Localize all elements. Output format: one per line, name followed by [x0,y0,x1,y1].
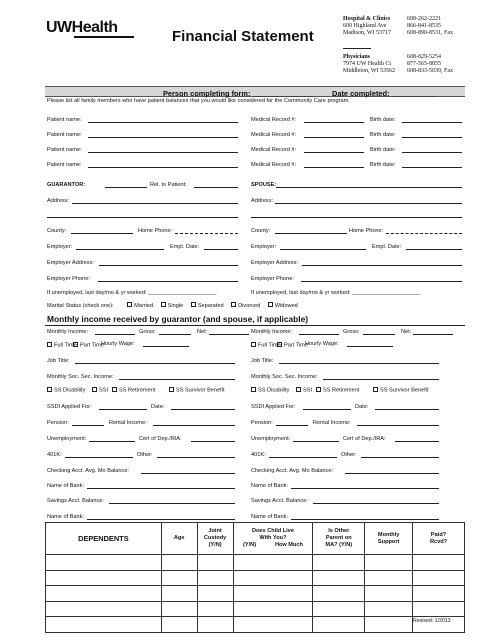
checkbox-icon[interactable] [112,387,117,392]
dependent-row [46,586,465,602]
left-income-field[interactable] [99,404,147,410]
hospital-phone2: 866-841-8535 [407,23,441,29]
guarantor-label: GUARANTOR: [47,182,86,188]
hospital-phone1: 608-262-2221 [407,16,441,22]
left-full-time-option[interactable]: Full Time [47,342,77,349]
right-ss-retirement-option[interactable]: SS Retirement [316,387,359,394]
dependent-cell[interactable] [161,586,197,602]
guarantor-employer-address-label: Employer Address: [47,260,94,266]
joint-custody-line1: Joint [208,528,222,535]
birth-date-label: Birth date: [370,162,396,168]
right-income-field[interactable] [269,452,337,458]
checkbox-icon[interactable] [169,387,174,392]
checkbox-icon[interactable] [296,387,301,392]
left-income-field[interactable] [209,329,249,335]
checkbox-icon[interactable] [277,342,282,347]
left-income-field[interactable] [65,452,133,458]
address-divider [343,48,371,49]
guarantor-empl-date-label: Empl. Date: [170,244,200,250]
physicians-name: Physicians [343,54,371,60]
birth-date-field[interactable] [402,147,462,153]
guarantor-address-label: Address: [47,198,70,204]
spouse-county-field[interactable] [275,228,347,234]
checkbox-icon[interactable] [191,302,196,307]
left-ssdi-label: SSDI Applied For: [47,404,92,410]
paid-rcvd-header [413,523,465,555]
checkbox-icon[interactable] [47,342,52,347]
child-live-line3 [234,542,313,549]
child-live-how-much: How Much [274,541,303,548]
physicians-phone1: 608-829-5254 [407,54,441,60]
child-live-line2: With You? [259,535,287,541]
right-ss-survivor-option[interactable]: SS Survivor Benefit [373,387,429,394]
dependent-cell[interactable] [46,601,162,617]
right-ssdi-date-label: Date: [355,404,369,410]
right-hourly-wage-label: Hourly Wage: [305,341,339,347]
guarantor-employer-field[interactable] [76,244,164,250]
dependent-cell[interactable] [161,555,197,571]
income-section-title: Monthly income received by guarantor (and spouse, if applicable) [47,314,309,324]
left-rental-income-label: Rental Income: [109,420,147,426]
patient-name-label: Patient name: [47,132,82,138]
dependent-cell[interactable] [233,601,313,617]
left-income-field[interactable] [119,374,235,380]
spouse-county-label: County: [251,228,271,234]
left-bank-name-label: Name of Bank: [47,514,84,520]
guarantor-address-field[interactable] [72,198,238,204]
dependent-cell[interactable] [313,617,365,633]
dependent-row [46,570,465,586]
instruction-text: Please list all family members who have patient balances that you would like considered for the Community Care program. [47,98,350,104]
left-unemployment-label: Unemployment: [47,436,87,442]
spouse-address-line2[interactable] [251,212,462,218]
right-income-field[interactable] [357,420,439,426]
guarantor-empl-date-field[interactable] [204,244,238,250]
patient-name-field[interactable] [88,162,238,168]
right-income-field[interactable] [303,404,351,410]
spouse-address-label: Address: [251,198,274,204]
left-income-field[interactable] [95,329,135,335]
right-ssi-option[interactable]: SSI [296,387,312,394]
patient-name-label: Patient name: [47,117,82,123]
spouse-address-field[interactable] [275,198,462,204]
dependent-cell[interactable] [46,555,162,571]
left-checking-balance-label: Checking Acct. Avg. Mo Balance: [47,468,129,474]
child-live-yn: (Y/N) [243,541,257,548]
right-income-field[interactable] [291,514,439,520]
other-parent-line3: MA? (Y/N) [325,541,353,548]
left-ss-survivor-option[interactable]: SS Survivor Benefit [169,387,225,394]
guarantor-county-field[interactable] [71,228,133,234]
left-income-field[interactable] [75,358,235,364]
checkbox-icon[interactable] [73,342,78,347]
spouse-home-phone-label: Home Phone: [349,228,384,234]
patient-name-label: Patient name: [47,147,82,153]
right-income-field[interactable] [291,483,439,489]
dependent-cell[interactable] [313,570,365,586]
left-pension-label: Pension: [47,420,69,426]
spouse-home-phone-field[interactable] [386,228,462,234]
physicians-phones [407,54,453,75]
guarantor-address-line2[interactable] [47,212,238,218]
left-income-field[interactable] [141,468,235,474]
marital-option-divorced[interactable]: Divorced [231,303,260,309]
checkbox-icon[interactable] [231,302,236,307]
left-ss-disability-option[interactable]: SS Disability [47,387,85,394]
dependent-cell[interactable] [46,617,162,633]
hospital-line1: 600 Highland Ave [343,23,387,29]
marital-option-single[interactable]: Single [161,303,184,309]
right-soc-sec-income-label: Monthly Soc. Sec. Income: [251,374,318,380]
guarantor-employer-address-field[interactable] [99,260,238,266]
right-savings-balance-label: Savings Acct. Balance: [251,498,308,504]
dependents-header [46,523,162,555]
left-ssdi-date-label: Date: [151,404,165,410]
dependent-cell[interactable] [365,601,413,617]
marital-status [47,302,298,309]
right-income-field[interactable] [363,329,395,335]
child-live-line1: Does Child Live [251,528,294,535]
dependent-cell[interactable] [313,586,365,602]
hospital-phones [407,16,453,37]
left-ssi-option[interactable]: SSI [92,387,108,394]
physicians-phone3: 608-833-5039, Fax [407,68,453,74]
dependent-row [46,555,465,571]
right-net-label: Net: [401,329,412,335]
left-gross-label: Gross: [139,329,156,335]
revised-date: Revised: 1/2013 [413,618,451,624]
marital-option-married[interactable]: Married [127,303,153,309]
uwhealth-logo [46,19,136,39]
other-parent-header [313,523,365,555]
checkbox-icon[interactable] [127,302,132,307]
checkbox-icon[interactable] [316,387,321,392]
hospital-line2: Madison, WI 53717 [343,30,392,36]
right-rental-income-label: Rental Income: [313,420,351,426]
other-parent-line2: Parent on [325,535,352,541]
physicians-line2: Middleton, WI 53562 [343,68,396,74]
right-income-field[interactable] [347,341,393,347]
right-income-field[interactable] [413,329,453,335]
right-income-field[interactable] [323,374,439,380]
dependent-cell[interactable] [365,617,413,633]
dependent-cell[interactable] [313,555,365,571]
birth-date-label: Birth date: [370,132,396,138]
left-income-field[interactable] [157,452,235,458]
dependent-cell[interactable] [161,601,197,617]
left-income-field[interactable] [159,329,191,335]
dependent-cell[interactable] [197,555,233,571]
left-cert-dep-ira-label: Cert of Dep./IRA: [139,436,182,442]
left-income-field[interactable] [87,514,235,520]
right-gross-label: Gross: [343,329,360,335]
left-income-field[interactable] [89,436,135,442]
dependent-row [46,601,465,617]
patient-name-label: Patient name: [47,162,82,168]
paid-rcvd-line2: Rcvd? [429,538,448,545]
medical-record-field[interactable] [304,147,364,153]
dependent-cell[interactable] [161,617,197,633]
right-income-field[interactable] [313,498,439,504]
left-part-time-option[interactable]: Part Time [73,342,104,349]
dependent-cell[interactable] [233,617,313,633]
physicians-phone2: 877-565-8855 [407,61,441,67]
right-other-label: Other: [341,452,357,458]
hospital-phone3: 608-890-8531, Fax [407,30,453,36]
guarantor-employer-label: Employer: [47,244,73,250]
other-parent-line1: Is Other [328,528,350,535]
dependent-row [46,617,465,633]
patient-name-field[interactable] [88,132,238,138]
guarantor-unemployed-label[interactable]: If unemployed, last day/mo & yr worked: ______________________ [47,290,217,296]
checkbox-icon[interactable] [92,387,97,392]
paid-rcvd-line1: Paid? [430,531,447,538]
right-income-field[interactable] [299,329,339,335]
hospital-address [343,16,391,37]
marital-option-widowed[interactable]: Widowed [268,303,298,309]
right-full-time-option[interactable]: Full Time [251,342,281,349]
joint-custody-header [197,523,233,555]
date-completed-label[interactable]: Date completed: ___________ [332,89,437,98]
spouse-employer-address-label: Employer Address: [251,260,298,266]
medical-record-field[interactable] [304,132,364,138]
left-monthly-income-label: Monthly Income: [47,329,89,335]
left-job-title-label: Job Title: [47,358,70,364]
dependents-table [45,522,465,633]
right-part-time-option[interactable]: Part Time [277,342,308,349]
guarantor-employer-phone-field[interactable] [98,276,238,282]
birth-date-field[interactable] [402,132,462,138]
rel-to-patient-field[interactable] [194,182,238,188]
checkbox-icon[interactable] [251,342,256,347]
logo-text: UWHealth [46,19,118,36]
dependent-cell[interactable] [46,586,162,602]
checkbox-icon[interactable] [161,302,166,307]
right-income-field[interactable] [293,436,339,442]
dependent-cell[interactable] [233,555,313,571]
dependent-cell[interactable] [365,570,413,586]
person-completing-label[interactable]: Person completing form: _______________ [163,89,315,98]
right-checking-balance-label: Checking Acct. Avg. Mo Balance: [251,468,333,474]
dependent-cell[interactable] [161,570,197,586]
dependent-cell[interactable] [313,601,365,617]
marital-status-label: Marital Status (check one): [47,302,114,309]
left-bank-name-label: Name of Bank: [47,483,84,489]
checkbox-icon[interactable] [268,302,273,307]
left-income-field[interactable] [153,420,235,426]
guarantor-employer-phone-label: Employer Phone: [47,276,90,282]
right-pension-label: Pension: [251,420,273,426]
income-title-divider [45,325,465,326]
guarantor-home-phone-field[interactable] [175,228,238,234]
medical-record-label: Medical Record #: [251,147,297,153]
right-income-field[interactable] [395,436,439,442]
guarantor-home-phone-label: Home Phone: [138,228,173,234]
checkbox-icon[interactable] [47,387,52,392]
left-income-field[interactable] [143,341,189,347]
spouse-employer-address-field[interactable] [302,260,462,266]
dependents-title: DEPENDENTS [78,534,129,543]
medical-record-field[interactable] [304,162,364,168]
spouse-employer-field[interactable] [280,244,366,250]
monthly-support-line1: Monthly [377,531,400,538]
hospital-name: Hospital & Clinics [343,16,391,22]
dependent-cell[interactable] [413,570,465,586]
dependent-cell[interactable] [197,601,233,617]
monthly-support-header [365,523,413,555]
right-cert-dep-ira-label: Cert of Dep./IRA: [343,436,386,442]
logo-underline [74,36,134,38]
birth-date-field[interactable] [402,162,462,168]
dependent-cell[interactable] [46,570,162,586]
rel-to-patient-label: Rel. to Patient: [150,182,187,188]
physicians-address [343,54,395,75]
left-hourly-wage-label: Hourly Wage: [101,341,135,347]
left-savings-balance-label: Savings Acct. Balance: [47,498,104,504]
child-live-header [233,523,313,555]
birth-date-label: Birth date: [370,117,396,123]
page-title: Financial Statement [172,28,314,45]
left-401k-label: 401K: [47,452,62,458]
left-income-field[interactable] [171,404,235,410]
right-income-field[interactable] [279,358,439,364]
birth-date-label: Birth date: [370,147,396,153]
left-income-field[interactable] [109,498,235,504]
right-unemployment-label: Unemployment: [251,436,291,442]
dependent-cell[interactable] [413,601,465,617]
left-income-field[interactable] [72,420,104,426]
dependent-cell[interactable] [365,555,413,571]
right-income-field[interactable] [375,404,439,410]
spouse-employer-label: Employer: [251,244,277,250]
age-header: Age [161,523,197,555]
physicians-line1: 7974 UW Health Ct [343,61,392,67]
spouse-empl-date-label: Empl. Date: [372,244,402,250]
form-completion-bar [45,86,465,97]
medical-record-label: Medical Record #: [251,132,297,138]
dependent-cell[interactable] [365,586,413,602]
left-income-field[interactable] [87,483,235,489]
spouse-employer-phone-label: Employer Phone: [251,276,294,282]
dependent-cell[interactable] [413,555,465,571]
right-income-field[interactable] [276,420,308,426]
monthly-support-line2: Support [377,538,400,545]
right-income-field[interactable] [345,468,439,474]
dependent-cell[interactable] [413,586,465,602]
right-job-title-label: Job Title: [251,358,274,364]
spouse-employer-phone-field[interactable] [301,276,462,282]
patient-name-field[interactable] [88,117,238,123]
joint-custody-line3: (Y/N) [208,541,222,548]
checkbox-icon[interactable] [373,387,378,392]
marital-option-separated[interactable]: Separated [191,303,224,309]
right-401k-label: 401K: [251,452,266,458]
right-monthly-income-label: Monthly Income: [251,329,293,335]
spouse-unemployed-label[interactable]: If unemployed, last day/mo & yr worked: ______________________ [251,290,421,296]
guarantor-county-label: County: [47,228,67,234]
spouse-label: SPOUSE: [251,182,277,188]
right-income-field[interactable] [361,452,439,458]
left-other-label: Other: [137,452,153,458]
right-bank-name-label: Name of Bank: [251,514,288,520]
left-ss-retirement-option[interactable]: SS Retirement [112,387,155,394]
dependent-cell[interactable] [197,586,233,602]
medical-record-label: Medical Record #: [251,117,297,123]
birth-date-field[interactable] [402,117,462,123]
spouse-field[interactable] [276,182,462,188]
patient-name-field[interactable] [88,147,238,153]
right-ssdi-label: SSDI Applied For: [251,404,296,410]
left-net-label: Net: [197,329,208,335]
right-bank-name-label: Name of Bank: [251,483,288,489]
joint-custody-line2: Custody [203,535,227,541]
right-ss-disability-option[interactable]: SS Disability [251,387,289,394]
medical-record-field[interactable] [304,117,364,123]
dependent-cell[interactable] [197,617,233,633]
dependent-cell[interactable] [233,586,313,602]
left-soc-sec-income-label: Monthly Soc. Sec. Income: [47,374,114,380]
spouse-empl-date-field[interactable] [406,244,462,250]
left-income-field[interactable] [191,436,235,442]
medical-record-label: Medical Record #: [251,162,297,168]
dependent-cell[interactable] [233,570,313,586]
dependent-cell[interactable] [197,570,233,586]
guarantor-field[interactable] [105,182,147,188]
checkbox-icon[interactable] [251,387,256,392]
